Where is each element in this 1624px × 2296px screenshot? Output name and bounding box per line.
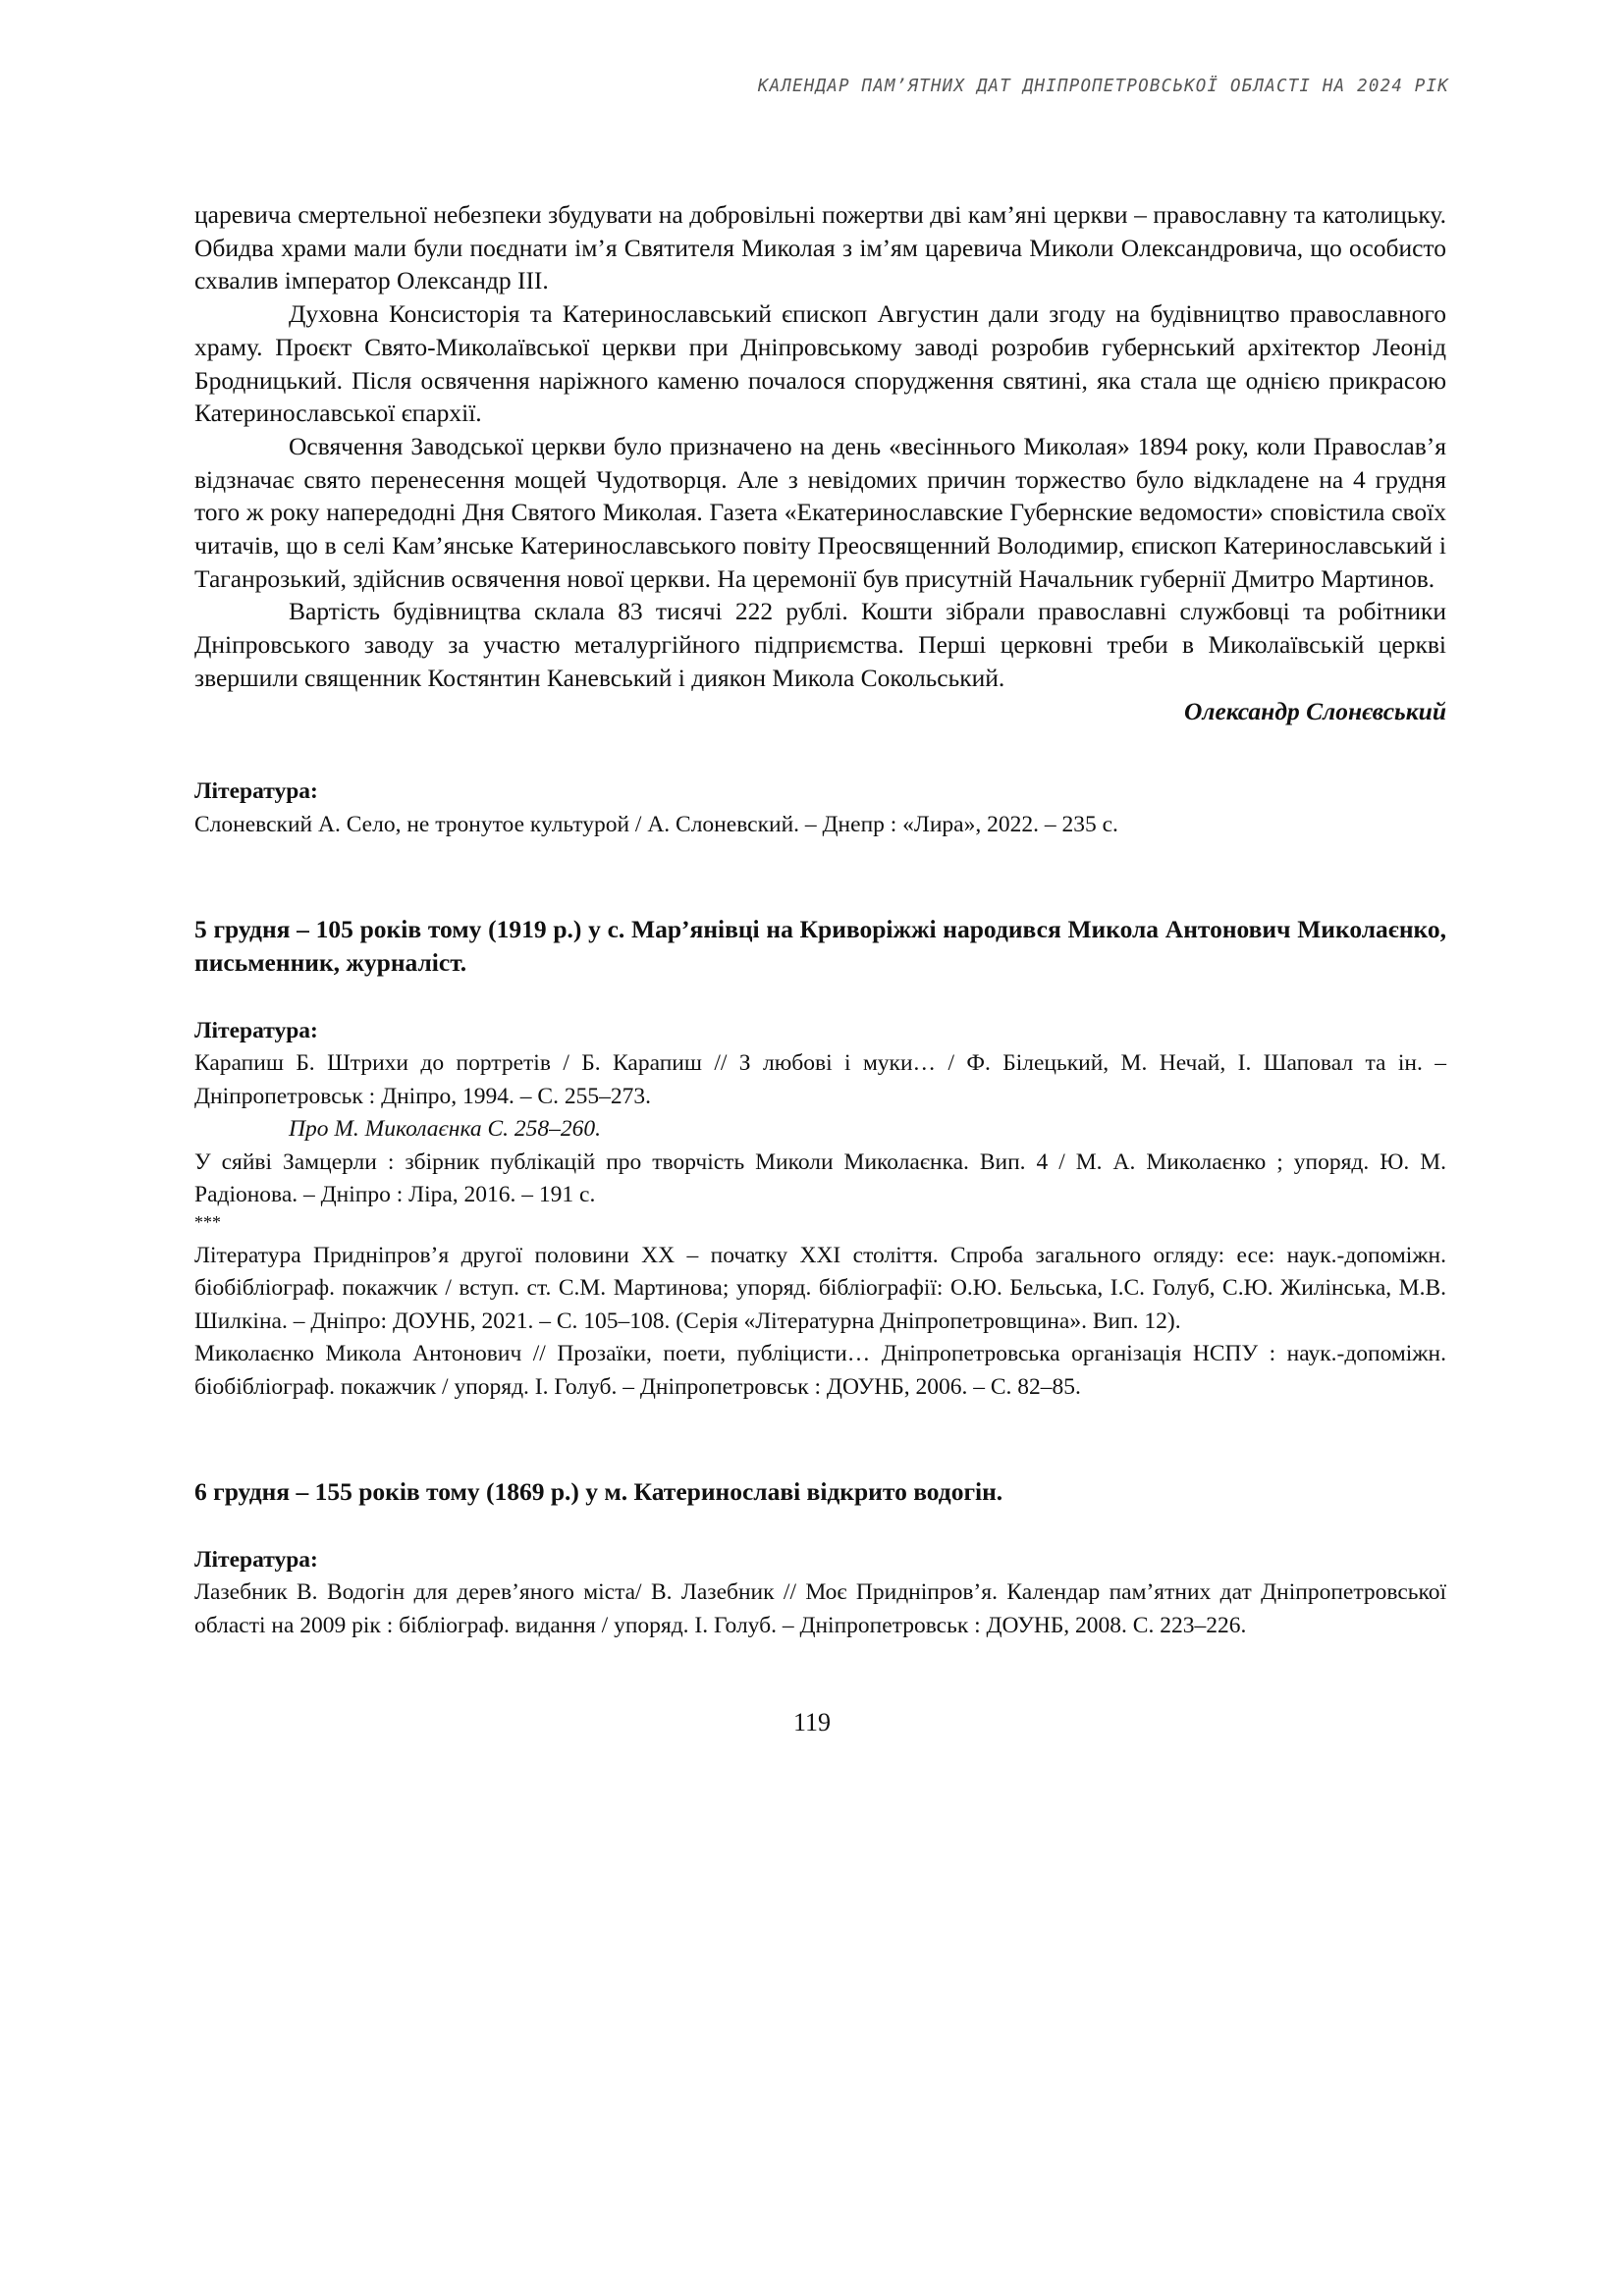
entry-title: 5 грудня – 105 років тому (1919 р.) у с. Мар’янівці на Криворіжжі народився Микола Антонович Миколаєнко, письменник, журналіст. [194,915,1446,977]
literature-item: У сяйві Замцерли : збірник публікацій про творчість Миколи Миколаєнка. Вип. 4 / М. А. Миколаєнко ; упоряд. Ю. М. Радіонова. – Дніпро : Ліра, 2016. – 191 с. [194,1148,1446,1208]
running-header: КАЛЕНДАР ПАМ’ЯТНИХ ДАТ ДНІПРОПЕТРОВСЬКОЇ ОБЛАСТІ НА 2024 РІК [757,77,1449,96]
literature-note: Про М. Миколаєнка С. 258–260. [289,1116,602,1143]
article-author: Олександр Слонєвський [1183,696,1446,725]
separator: *** [194,1211,221,1232]
literature-item: Література Придніпров’я другої половини ХХ – початку ХХІ століття. Спроба загального огляду: есе: наук.-допоміжн. біобібліограф. покажчик / вступ. ст. С.М. Мартинова; упоряд. бібліографії: О.Ю. Бельська, І.С. Голуб, С.Ю. Жилінська, М.В. Шилкіна. – Дніпро: ДОУНБ, 2021. – С. 105–108. (Серія «Літературна Дніпропетровщина». Вип. 12). [194,1242,1446,1334]
article-paragraph: Вартість будівництва склала 83 тисячі 222 рублі. Кошти зібрали православні службовці та робітники Дніпровського заводу за участю металургійного підприємства. Перші церковні треби в Миколаївській церкві звершили священник Костянтин Каневський і диякон Микола Сокольський. [194,597,1446,692]
entry-title: 6 грудня – 155 років тому (1869 р.) у м. Катеринославі відкрито водогін. [194,1477,1003,1507]
literature-heading: Література: [194,1546,318,1573]
literature-heading: Література: [194,1017,318,1043]
article-paragraph: царевича смертельної небезпеки збудувати на добровільні пожертви дві кам’яні церкви – православну та католицьку. Обидва храми мали були поєднати ім’я Святителя Миколая з ім’ям царевича Миколи Олександровича, що особисто схвалив імператор Олександр ІІІ. [194,200,1446,295]
literature-item: Слоневский А. Село, не тронутое культурой / А. Слоневский. – Днепр : «Лира», 2022. – 235 с. [194,811,1118,837]
literature-item: Лазебник В. Водогін для дерев’яного міста/ В. Лазебник // Моє Придніпров’я. Календар пам’ятних дат Дніпропетровської області на 2009 рік : бібліограф. видання / упоряд. І. Голуб. – Дніпропетровськ : ДОУНБ, 2008. С. 223–226. [194,1579,1446,1638]
article-paragraph: Духовна Консисторія та Катеринославський єпископ Августин дали згоду на будівництво православного храму. Проєкт Свято-Миколаївської церкви при Дніпровському заводі розробив губернський архітектор Леонід Бродницький. Після освячення наріжного каменю почалося спорудження святині, яка стала ще однією прикрасою Катеринославської єпархії. [194,299,1446,428]
literature-heading: Література: [194,778,318,805]
page-number: 119 [792,1708,832,1736]
page-content [194,198,1446,1642]
article-paragraph: Освячення Заводської церкви було призначено на день «весіннього Миколая» 1894 року, коли Православ’я відзначає свято перенесення мощей Чудотворця. Але з невідомих причин торжество було відкладене на 4 грудня того ж року напередодні Дня Святого Миколая. Газета «Екатеринославские Губернские ведомости» сповістила своїх читачів, що в селі Кам’янське Катеринославського повіту Преосвященний Володимир, єпископ Катеринославський і Таганрозький, здійснив освячення нової церкви. На церемонії був присутній Начальник губернії Дмитро Мартинов. [194,431,1446,593]
literature-item: Миколаєнко Микола Антонович // Прозаїки, поети, публіцисти… Дніпропетровська організація НСПУ : наук.-допоміжн. біобібліограф. покажчик / упоряд. І. Голуб. – Дніпропетровськ : ДОУНБ, 2006. – С. 82–85. [194,1341,1446,1400]
literature-item: Карапиш Б. Штрихи до портретів / Б. Карапиш // З любові і муки… / Ф. Білецький, М. Нечай, І. Шаповал та ін. – Дніпропетровськ : Дніпро, 1994. – С. 255–273. [194,1050,1446,1109]
